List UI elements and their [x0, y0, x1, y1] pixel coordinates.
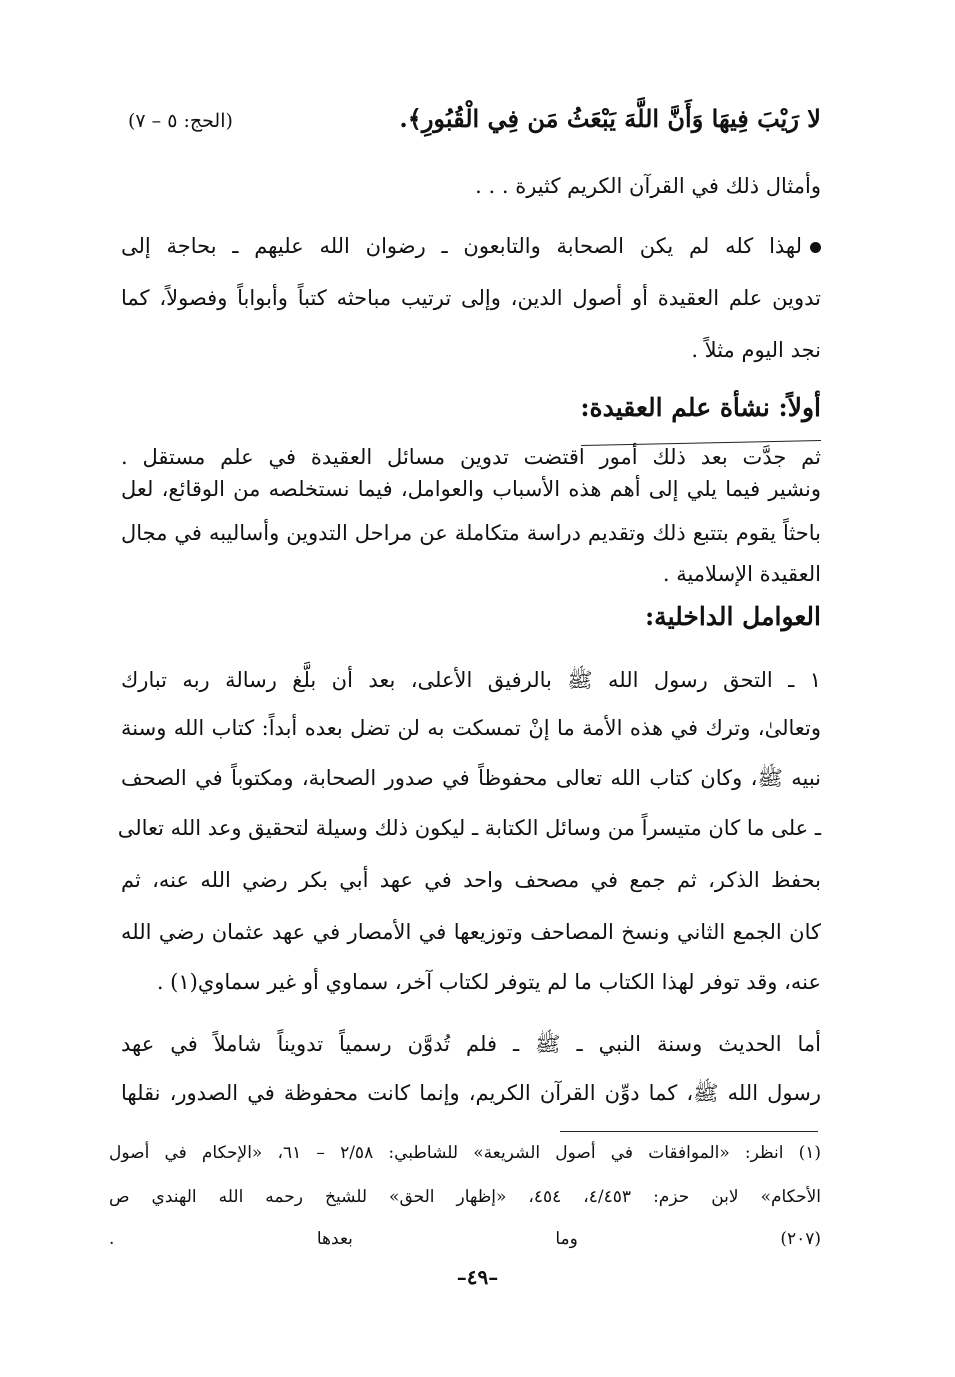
bullet-icon	[810, 242, 821, 253]
paragraph-line-text: لهذا كله لم يكن الصحابة والتابعون ـ رضوان الله عليهم ـ بحاجة إلى	[121, 234, 802, 258]
paragraph-line: العقيدة الإسلامية .	[662, 562, 821, 586]
paragraph-line: باحثاً يقوم بتتبع ذلك وتقديم دراسة متكاملة عن مراحل التدوين وأساليبه في مجال	[121, 521, 821, 545]
paragraph-line: نجد اليوم مثلاً .	[691, 338, 821, 362]
quran-verse: لا رَيْبَ فِيهَا وَأَنَّ اللَّهَ يَبْعَثُ مَن فِي الْقُبُورِ﴾.	[399, 104, 821, 133]
paragraph-line: ١ ـ التحق رسول الله ﷺ بالرفيق الأعلى، بعد أن بلَّغ رسالة ربه تبارك	[121, 668, 821, 692]
paragraph-line: وتعالىٰ، وترك في هذه الأمة ما إنْ تمسكت به لن تضل بعده أبداً: كتاب الله وسنة	[121, 716, 821, 740]
section-heading: العوامل الداخلية:	[644, 602, 821, 631]
paragraph-line: تدوين علم العقيدة أو أصول الدين، وإلى ترتيب مباحثه كتباً وأبواباً وفصولاً، كما	[121, 286, 821, 310]
paragraph-line: نبيه ﷺ، وكان كتاب الله تعالى محفوظاً في صدور الصحابة، ومكتوباً في الصحف	[121, 766, 821, 790]
footnote-line: (٢٠٧) وما بعدها .	[109, 1229, 821, 1249]
section-heading: أولاً: نشأة علم العقيدة:	[580, 393, 821, 422]
paragraph-line: ـ على ما كان متيسراً من وسائل الكتابة ـ ليكون ذلك وسيلة لتحقيق وعد الله تعالى	[117, 816, 821, 840]
paragraph-line: وأمثال ذلك في القرآن الكريم كثيرة . . .	[475, 174, 821, 198]
paragraph-line: رسول الله ﷺ، كما دوِّن القرآن الكريم، وإنما كانت محفوظة في الصدور، نقلها	[121, 1081, 821, 1105]
paragraph-line: ثم جدَّت بعد ذلك أمور اقتضت تدوين مسائل العقيدة في علم مستقل .	[121, 445, 821, 469]
paragraph-line: بحفظ الذكر، ثم جمع في مصحف واحد في عهد أبي بكر رضي الله عنه، ثم	[121, 868, 821, 892]
page-number: –٤٩–	[456, 1265, 499, 1289]
footnote-line: الأحكام» لابن حزم: ٤/٤٥٣، ٤٥٤، «إظهار الحق» للشيخ رحمه الله الهندي ص	[109, 1187, 822, 1207]
paragraph-line	[121, 231, 821, 261]
paragraph-line: أما الحديث وسنة النبي ـ ﷺ ـ فلم تُدوَّن رسمياً تدويناً شاملاً في عهد	[121, 1032, 821, 1056]
footnote-separator	[560, 1131, 818, 1132]
paragraph-line: كان الجمع الثاني ونسخ المصاحف وتوزيعها في الأمصار في عهد عثمان رضي الله	[121, 920, 821, 944]
footnote-line: (١) انظر: «الموافقات في أصول الشريعة» للشاطبي: ٢/٥٨ – ٦١، «الإحكام في أصول	[109, 1143, 821, 1163]
paragraph-line: عنه، وقد توفر لهذا الكتاب ما لم يتوفر لكتاب آخر، سماوي أو غير سماوي(١) .	[156, 970, 821, 994]
paragraph-line: ونشير فيما يلي إلى أهم هذه الأسباب والعوامل، فيما نستخلصه من الوقائع، لعل	[121, 477, 821, 501]
verse-reference: (الحج: ٥ – ٧)	[128, 110, 233, 132]
